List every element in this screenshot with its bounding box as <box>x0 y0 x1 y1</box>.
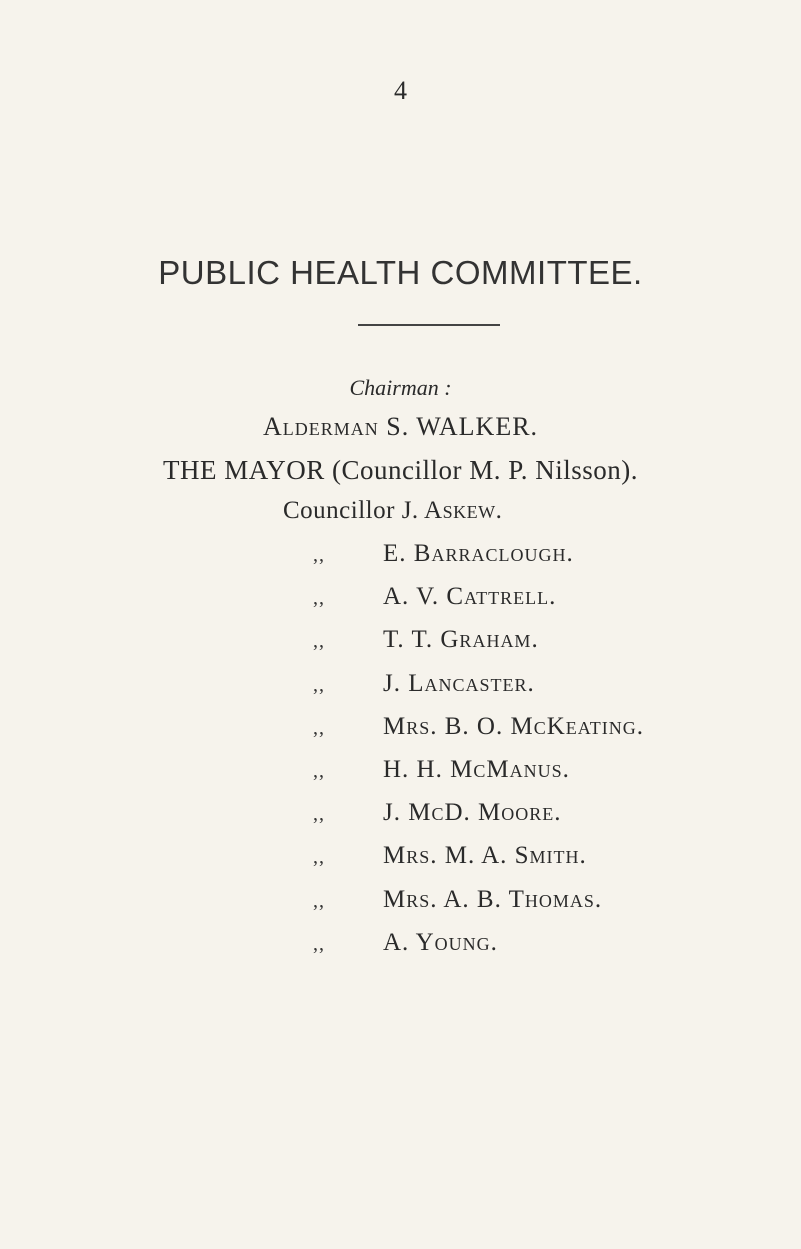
ditto-mark: ,, <box>313 803 325 826</box>
councillor-first-line <box>283 497 502 525</box>
ditto-mark: ,, <box>313 760 325 782</box>
councillor-name: Mrs. A. B. Thomas. <box>383 885 603 913</box>
councillor-row <box>313 929 498 957</box>
ditto-mark: ,, <box>313 932 325 955</box>
councillor-name: H. H. McManus. <box>383 756 570 783</box>
ditto-mark: ,, <box>313 673 325 696</box>
page-title: PUBLIC HEALTH COMMITTEE. <box>158 254 643 291</box>
councillor-name: E. Barraclough. <box>383 540 574 567</box>
chairman-label: Chairman : <box>349 375 452 400</box>
councillor-row <box>313 670 535 698</box>
councillor-row <box>313 540 574 568</box>
ditto-mark: ,, <box>313 544 325 566</box>
councillor-first-name: J. Askew. <box>401 497 503 524</box>
chairman-line <box>0 412 801 442</box>
ditto-mark: ,, <box>313 846 325 869</box>
mayor-line: THE MAYOR (Councillor M. P. Nilsson). <box>162 455 639 485</box>
ditto-mark: ,, <box>313 716 325 739</box>
councillor-name: J. McD. Moore. <box>383 799 562 827</box>
councillor-row <box>313 842 587 870</box>
ditto-mark: ,, <box>313 889 325 912</box>
councillor-row <box>313 583 556 611</box>
councillor-row <box>313 713 644 741</box>
councillor-row <box>313 756 570 784</box>
councillor-row <box>313 886 602 914</box>
councillor-name: A. Young. <box>383 928 498 956</box>
councillor-name: Mrs. M. A. Smith. <box>383 842 587 870</box>
councillor-title: Councillor <box>283 497 395 524</box>
ditto-mark: ,, <box>313 587 325 610</box>
chairman-title: Alderman <box>262 412 379 441</box>
councillor-name: T. T. Graham. <box>383 626 539 654</box>
title-divider <box>358 324 500 326</box>
chairman-name: S. WALKER. <box>386 412 539 441</box>
councillor-name: Mrs. B. O. McKeating. <box>383 712 644 740</box>
councillor-name: A. V. Cattrell. <box>383 583 557 611</box>
ditto-mark: ,, <box>313 630 325 653</box>
councillor-name: J. Lancaster. <box>383 669 535 697</box>
councillor-row <box>313 799 562 827</box>
councillor-row <box>313 626 539 654</box>
page-number: 4 <box>394 76 407 105</box>
